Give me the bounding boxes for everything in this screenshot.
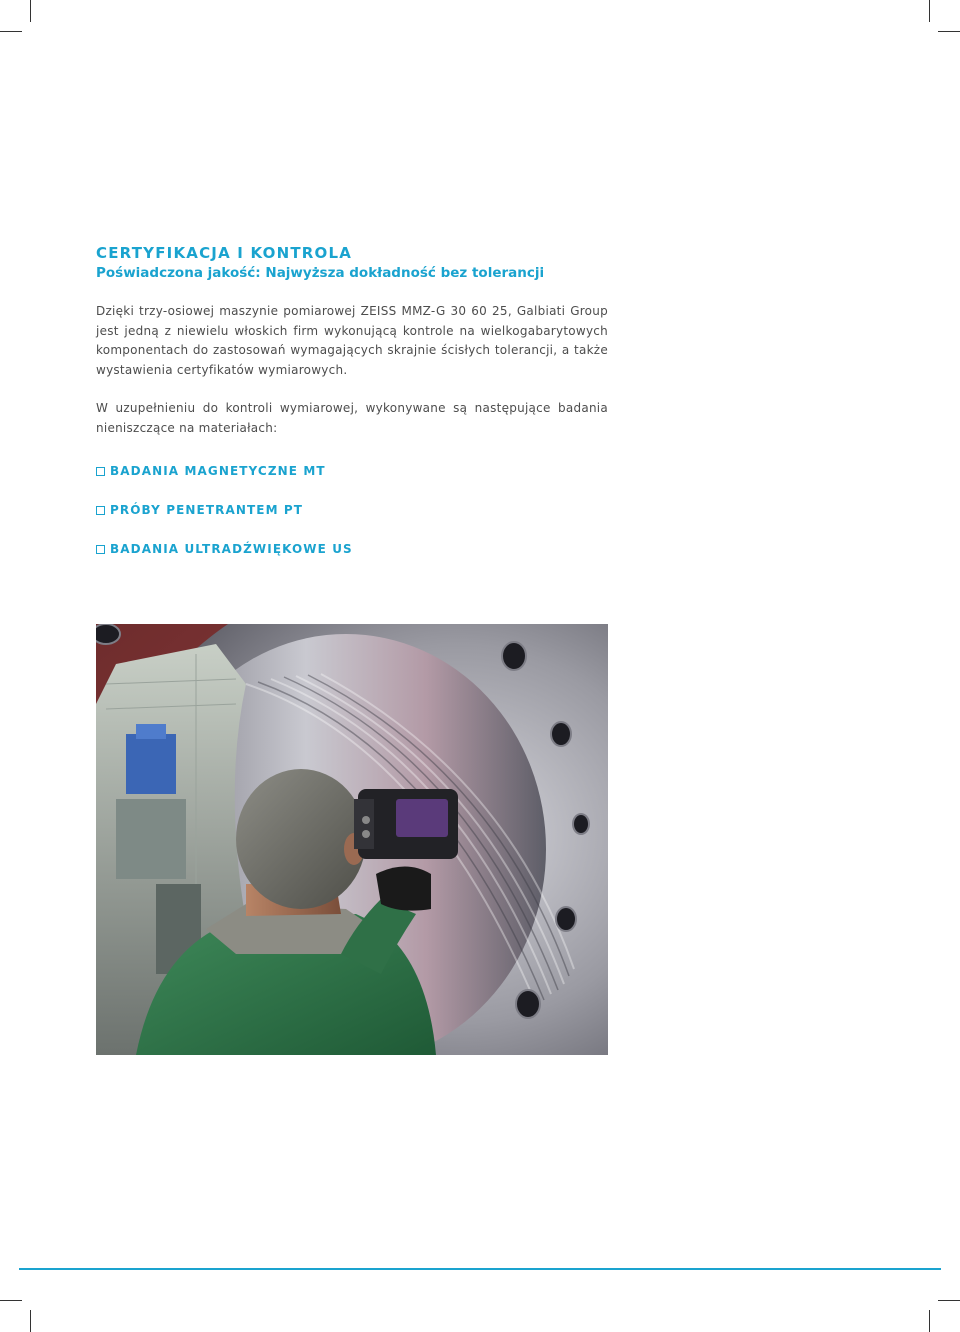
checkbox-icon [96,467,105,476]
section-title: CERTYFIKACJA I KONTROLA [96,244,353,262]
crop-mark [0,31,22,32]
list-item [96,501,608,519]
certification-section [96,244,608,579]
footer-divider [19,1268,941,1270]
crop-mark [30,0,31,22]
crop-mark [929,0,930,22]
crop-mark [929,1310,930,1332]
test-label: BADANIA MAGNETYCZNE MT [110,464,326,478]
intro-paragraph: Dzięki trzy-osiowej maszynie pomiarowej ZEISS MMZ-G 30 60 25, Galbiati Group jest jedną z niewielu włoskich firm wykonującą kontrole na wielkogabarytowych komponentach do zastosowań wymagających skrajnie ścisłych tolerancji, a także wystawienia certyfikatów wymiarowych. [96,304,608,377]
crop-mark [938,31,960,32]
test-label: PRÓBY PENETRANTEM PT [110,503,304,517]
list-item [96,540,608,558]
checkbox-icon [96,506,105,515]
crop-mark [0,1300,22,1301]
crop-mark [938,1300,960,1301]
inspection-photo [96,624,608,1055]
tests-list [96,462,608,558]
crop-mark [30,1310,31,1332]
section-subtitle: Poświadczona jakość: Najwyższa dokładność bez tolerancji [96,265,545,281]
tests-intro-paragraph: W uzupełnieniu do kontroli wymiarowej, wykonywane są następujące badania nieniszczące na materiałach: [96,401,608,435]
checkbox-icon [96,545,105,554]
list-item [96,462,608,480]
test-label: BADANIA ULTRADŹWIĘKOWE US [110,542,353,556]
